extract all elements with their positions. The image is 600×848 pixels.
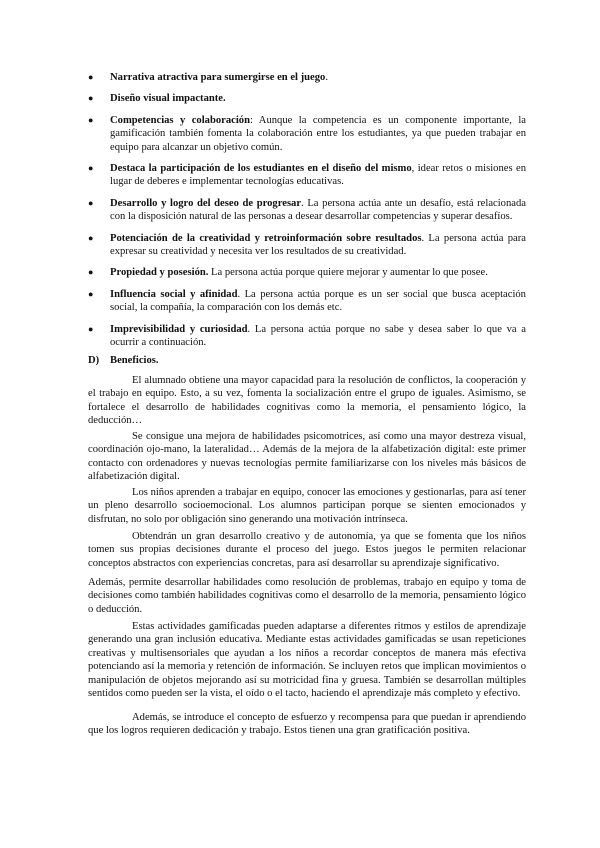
body-paragraph: Además, se introduce el concepto de esfuerzo y recompensa para que puedan ir aprendiendo que los logros requieren dedicación y trabajo. Estos tienen una gran gratificación positiva. — [88, 712, 526, 737]
body-paragraph: Obtendrán un gran desarrollo creativo y de autonomía, ya que se fomenta que los niños tomen sus propias decisiones durante el proceso del juego. Estos juegos le permiten relacionar conceptos abstractos con experiencias concretas, para así desarrollar su aprendizaje significativo. — [88, 531, 526, 569]
bullet-text: . La persona actúa porque es un ser social que busca aceptación social, la compañía, la comparación con los demás etc. — [110, 288, 526, 314]
bullet-dot-icon: ● — [88, 232, 94, 243]
bullet-text: , idear retos o misiones en lugar de deberes e implementar tecnologías educativas. — [110, 163, 526, 188]
bullet-text: . La persona actúa para expresar su creatividad y necesita ver los resultados de su creatividad. — [110, 232, 526, 258]
bullet-dot-icon: ● — [88, 163, 94, 174]
bullet-bold: Narrativa atractiva para sumergirse en el juego — [110, 72, 326, 83]
feature-bullet-list — [88, 71, 526, 358]
bullet-item — [88, 323, 526, 350]
section-heading — [88, 354, 159, 367]
bullet-bold: Competencias y colaboración — [110, 114, 250, 126]
bullet-text: . La persona actúa porque no sabe y desea saber lo que va a ocurrir a continuación. — [110, 323, 526, 349]
bullet-item — [88, 232, 526, 259]
bullet-dot-icon: ● — [88, 93, 94, 104]
bullet-text: La persona actúa porque quiere mejorar y aumentar lo que posee. — [208, 267, 488, 279]
bullet-item — [88, 71, 526, 84]
bullet-bold: Potenciación de la creatividad y retroinformación sobre resultados — [110, 232, 422, 244]
body-paragraph: Los niños aprenden a trabajar en equipo, conocer las emociones y gestionarlas, para así tener un pleno desarrollo socioemocional. Los alumnos participan porque se sienten emocionados y disfrutan, no solo por obligación sino generando una motivación intrínseca. — [88, 487, 526, 525]
bullet-text: . — [325, 72, 329, 83]
bullet-bold: Destaca la participación de los estudiantes en el diseño del mismo — [110, 163, 412, 175]
bullet-bold: Influencia social y afinidad — [110, 288, 238, 300]
bullet-item — [88, 288, 526, 315]
bullet-item — [88, 114, 526, 154]
bullet-text: : Aunque la competencia es un componente importante, la gamificación también fomenta la colaboración entre los estudiantes, ya que pueden trabajar en equipo para alcanzar un objetivo común. — [110, 114, 526, 153]
section-letter: D) — [88, 355, 100, 366]
section-title: Beneficios. — [110, 355, 159, 366]
bullet-bold: Propiedad y posesión. — [110, 267, 209, 279]
bullet-bold: Diseño visual impactante. — [110, 93, 226, 105]
body-paragraph: El alumnado obtiene una mayor capacidad para la resolución de conflictos, la cooperación y el trabajo en equipo. Esto, a su vez, fomenta la socialización entre el grupo de iguales. Asimismo, se fortalece el desarrollo de habilidades cognitivas como la memoria, el pensamiento lógico, la deducción… — [88, 375, 526, 427]
bullet-dot-icon: ● — [88, 323, 94, 334]
bullet-dot-icon: ● — [88, 267, 94, 278]
bullet-bold: Desarrollo y logro del deseo de progresar — [110, 197, 302, 209]
bullet-bold: Imprevisibilidad y curiosidad — [110, 323, 248, 335]
body-paragraph: Además, permite desarrollar habilidades como resolución de problemas, trabajo en equipo y toma de decisiones como también habilidades cognitivas como el desarrollo de la memoria, pensamiento lógico o deducción. — [88, 577, 526, 615]
bullet-dot-icon: ● — [88, 197, 94, 208]
bullet-item — [88, 266, 526, 279]
bullet-item — [88, 92, 526, 105]
bullet-text: . La persona actúa ante un desafío, está relacionada con la disposición natural de las personas a desear desarrollar competencias y superar desafíos. — [110, 197, 526, 223]
body-paragraph: Se consigue una mejora de habilidades psicomotrices, así como una mayor destreza visual, coordinación ojo-mano, la lateralidad… Además de la mejora de la alfabetización digital: este primer contacto con ordenadores y nuevas tecnologías permite familiarizarse con los niveles más básicos de alfabetización digital. — [88, 431, 526, 483]
body-paragraph: Estas actividades gamificadas pueden adaptarse a diferentes ritmos y estilos de aprendizaje generando una gran inclusión educativa. Mediante estas actividades gamificadas se usan repeticiones creativas y multisensoriales que ayudan a los niños a recordar conceptos de manera más efectiva potenciando así la memoria y retención de información. Se incluyen retos que implican movimientos o manipulación de objetos mejorando así su motricidad fina y gruesa. También se desarrollan múltiples sentidos como pueden ser la vista, el oído o el tacto, haciendo el aprendizaje más completo y efectivo. — [88, 621, 526, 700]
bullet-item — [88, 197, 526, 224]
bullet-dot-icon: ● — [88, 114, 94, 125]
bullet-item — [88, 162, 526, 189]
bullet-dot-icon: ● — [88, 72, 94, 82]
bullet-dot-icon: ● — [88, 288, 94, 299]
